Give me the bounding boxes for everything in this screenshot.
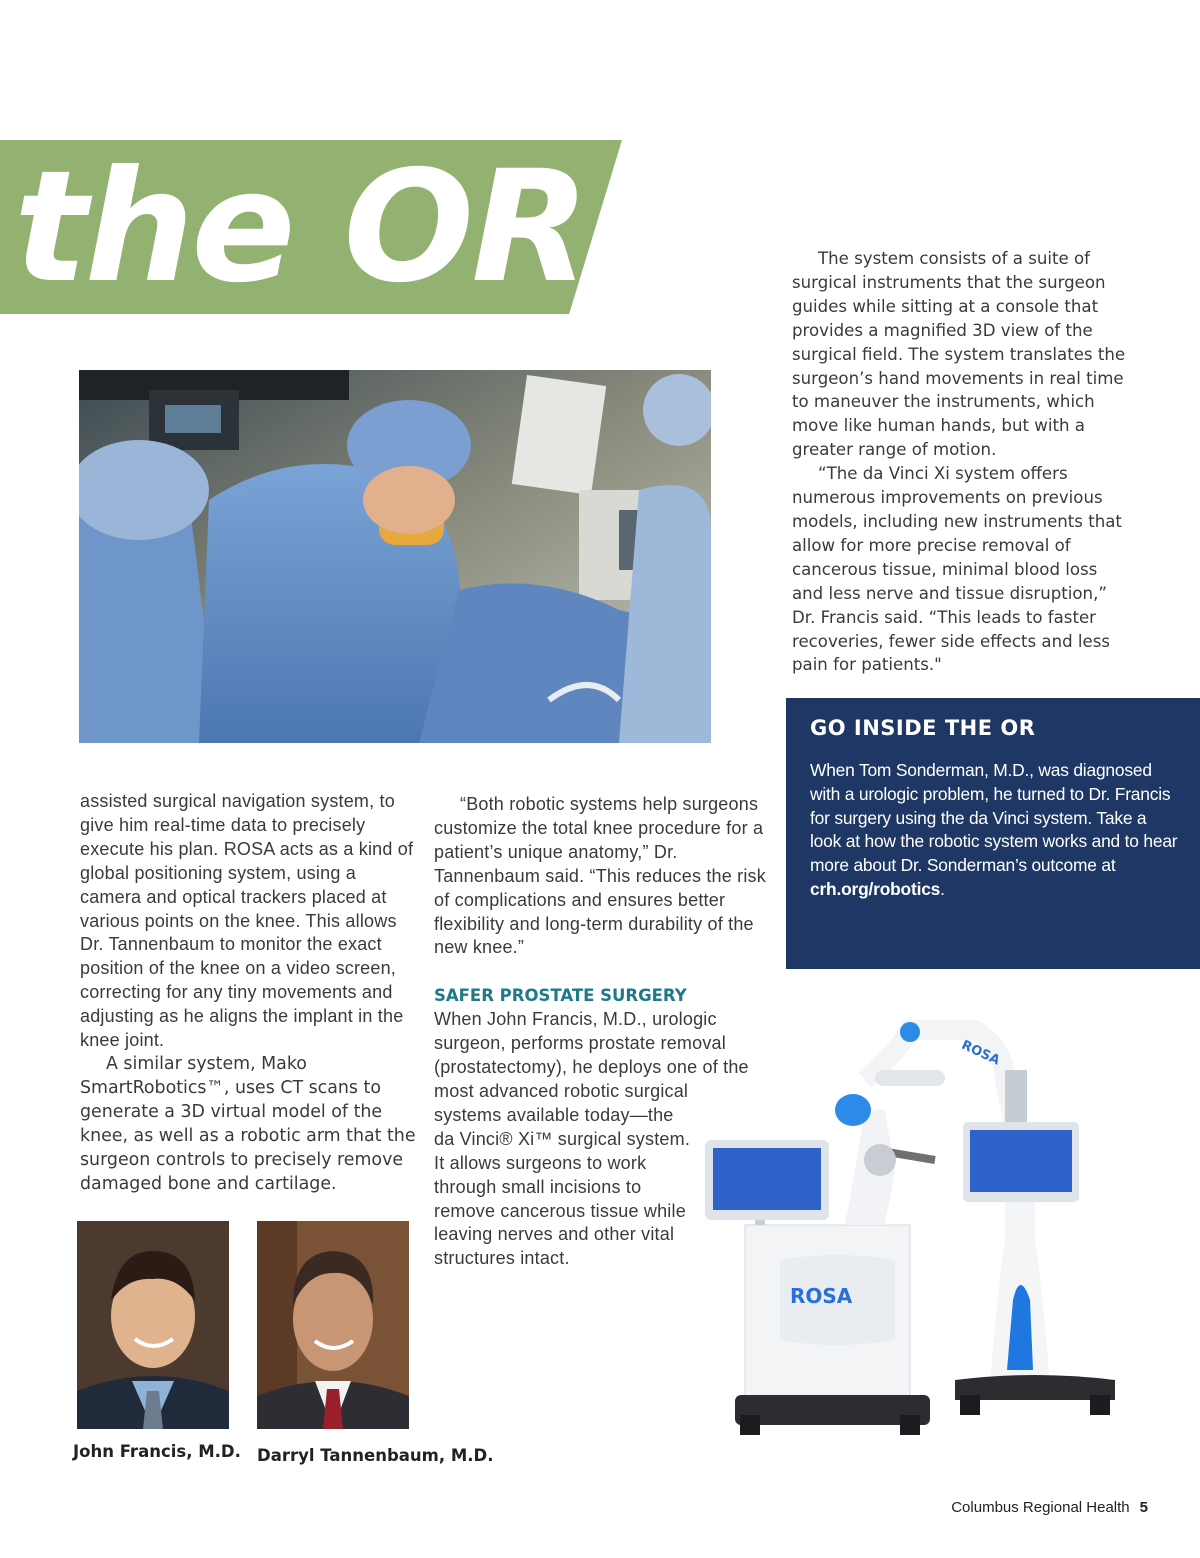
headshot-darryl-tannenbaum <box>257 1221 409 1429</box>
paragraph: assisted surgical navigation system, to give him real-time data to precisely execute his plan. ROSA acts as a kind of global positioning system, using a camera and optical trackers placed at various points on the knee. This allows Dr. Tannenbaum to monitor the exact position of the knee on a video screen, correcting for any tiny movements and adjusting as he aligns the implant in the knee joint. <box>80 791 414 1051</box>
page-title: the OR <box>14 138 587 317</box>
paragraph: When John Francis, M.D., urologic surgeon, performs prostate removal (prostatectomy), he deploys one of the <box>434 1009 749 1078</box>
caption-john-francis: John Francis, M.D. <box>73 1442 241 1461</box>
section-subhead: SAFER PROSTATE SURGERY <box>434 986 687 1006</box>
paragraph: most advanced robotic surgical systems available today—the da Vinci® Xi™ surgical system. It allows surgeons to work through small incisions to remove cancerous tissue while leaving nerves and other vital structures intact. <box>434 1080 691 1269</box>
box-body <box>810 759 1182 902</box>
publication-name: Columbus Regional Health <box>951 1499 1130 1516</box>
rosa-robot-image <box>695 1010 1140 1450</box>
robotics-link[interactable]: crh.org/robotics <box>810 878 941 899</box>
paragraph: A similar system, Mako SmartRobotics™, uses CT scans to generate a 3D virtual model of the knee, as well as a robotic arm that the surgeon controls to precisely remove damaged bone and cartilage. <box>80 1053 416 1194</box>
right-column-text <box>792 247 1128 677</box>
paragraph: The system consists of a suite of surgical instruments that the surgeon guides while sitting at a console that provides a magnified 3D view of the surgical field. The system translates the surgeon’s hand movements in real time to maneuver the instruments, which move like human hands, but with a greater range of motion. <box>792 249 1126 460</box>
go-inside-the-or-box <box>786 698 1200 969</box>
box-title: GO INSIDE THE OR <box>810 716 1036 740</box>
page-footer <box>951 1499 1148 1516</box>
operating-room-photo <box>79 370 711 743</box>
paragraph: “Both robotic systems help surgeons customize the total knee procedure for a patient’s unique anatomy,” Dr. Tannenbaum said. “This reduces the risk of complications and ensures better flexibility and long-term durability of the new knee.” <box>434 794 766 958</box>
box-body-text: When Tom Sonderman, M.D., was diagnosed with a urologic problem, he turned to Dr. Francis for surgery using the da Vinci system. Take a look at how the robotic system works and to hear more about Dr. Sonderman’s outcome at <box>810 760 1178 876</box>
caption-darryl-tannenbaum: Darryl Tannenbaum, M.D. <box>257 1446 494 1465</box>
page-number: 5 <box>1139 1499 1148 1516</box>
rosa-label-cart: ROSA <box>790 1284 853 1308</box>
left-column-text <box>80 790 420 1196</box>
headshot-john-francis <box>77 1221 229 1429</box>
box-body-end: . <box>940 878 945 899</box>
rosa-label-arm: ROSA <box>958 1037 1002 1069</box>
paragraph: “The da Vinci Xi system offers numerous improvements on previous models, including new instruments that allow for more precise removal of cancerous tissue, minimal blood loss and less nerve and tissue disruption,” Dr. Francis said. “This leads to faster recoveries, fewer side effects and less pain for patients." <box>792 464 1122 675</box>
